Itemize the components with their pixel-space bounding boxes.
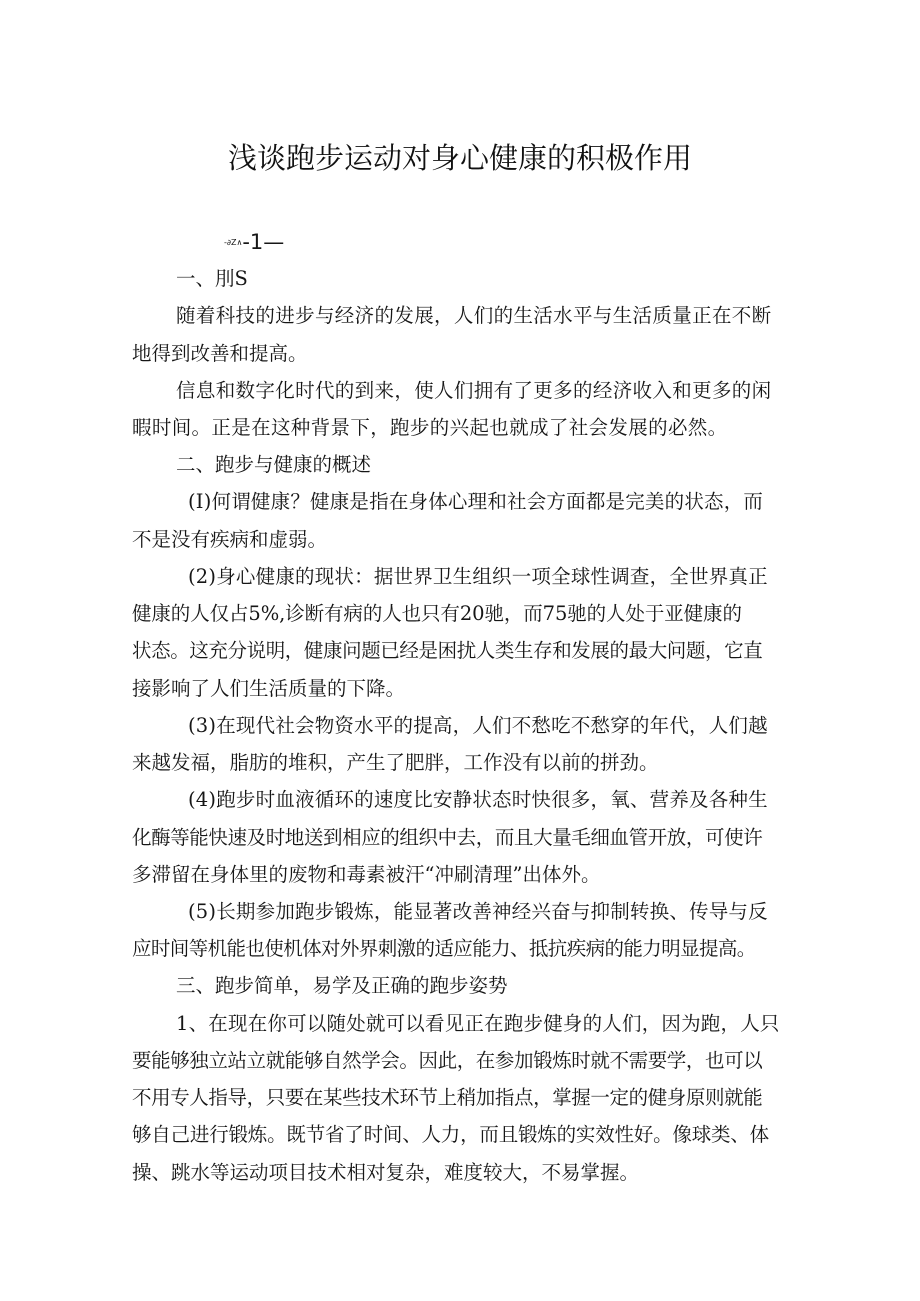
paragraph-line: 应时间等机能也使机体对外界刺激的适应能力、抵抗疾病的能力明显提高。 bbox=[132, 937, 756, 960]
paragraph-line: 不用专人指导，只要在某些技术环节上稍加指点，掌握一定的健身原则就能 bbox=[132, 1086, 763, 1109]
section-heading: 三、跑步简单，易学及正确的跑步姿势 bbox=[176, 974, 508, 997]
paragraph-line: 接影响了人们生活质量的下降。 bbox=[132, 677, 406, 700]
paragraph-line: 来越发福，脂肪的堆积，产生了肥胖，工作没有以前的拼劲。 bbox=[132, 751, 659, 774]
paragraph-line: (2)身心健康的现状：据世界卫生组织一项全球性调查，全世界真正 bbox=[188, 565, 768, 588]
paragraph-line: (4)跑步时血液循环的速度比安静状态时快很多，氧、营养及各种生 bbox=[188, 788, 768, 811]
section-heading: 一、刖S bbox=[176, 267, 248, 290]
paragraph-line: (I)何谓健康？健康是指在身体心理和社会方面都是完美的状态，而 bbox=[188, 490, 764, 513]
paragraph-line: 操、跳水等运动项目技术相对复杂，难度较大，不易掌握。 bbox=[132, 1161, 640, 1184]
paragraph-line: 要能够独立站立就能够自然学会。因此，在参加锻炼时就不需要学，也可以 bbox=[132, 1049, 763, 1072]
author-line bbox=[224, 228, 284, 257]
paragraph-line: 不是没有疾病和虚弱。 bbox=[132, 528, 328, 551]
paragraph-line: 够自己进行锻炼。既节省了时间、人力，而且锻炼的实效性好。像球类、体 bbox=[132, 1123, 769, 1146]
paragraph-line: 多滞留在身体里的废物和毒素被汗“冲刷清理”出体外。 bbox=[132, 863, 601, 886]
paragraph-line: 状态。这充分说明，健康问题已经是困扰人类生存和发展的最大问题，它直 bbox=[132, 639, 763, 662]
section-heading: 二、跑步与健康的概述 bbox=[176, 453, 372, 476]
paragraph-line: 随着科技的进步与经济的发展，人们的生活水平与生活质量正在不断 bbox=[176, 304, 772, 327]
paragraph-line: (5)长期参加跑步锻炼，能显著改善神经兴奋与抑制转换、传导与反 bbox=[188, 900, 768, 923]
author-small-text: -∂Z∧ bbox=[224, 238, 243, 247]
author-suffix: -1— bbox=[242, 230, 285, 254]
paragraph-line: 健康的人仅占5%,诊断有病的人也只有20驰，而75驰的人处于亚健康的 bbox=[132, 602, 742, 625]
paragraph-line: 化酶等能快速及时地送到相应的组织中去，而且大量毛细血管开放，可使许 bbox=[132, 826, 763, 849]
paragraph-line: 暇时间。正是在这种背景下，跑步的兴起也就成了社会发展的必然。 bbox=[132, 416, 728, 439]
document-title: 浅谈跑步运动对身心健康的积极作用 bbox=[227, 141, 692, 175]
paragraph-line: 信息和数字化时代的到来，使人们拥有了更多的经济收入和更多的闲 bbox=[176, 379, 772, 402]
paragraph-line: 1、在现在你可以随处就可以看见正在跑步健身的人们，因为跑，人只 bbox=[176, 1012, 780, 1035]
paragraph-line: 地得到改善和提高。 bbox=[132, 342, 308, 365]
paragraph-line: (3)在现代社会物资水平的提高，人们不愁吃不愁穿的年代，人们越 bbox=[188, 714, 768, 737]
